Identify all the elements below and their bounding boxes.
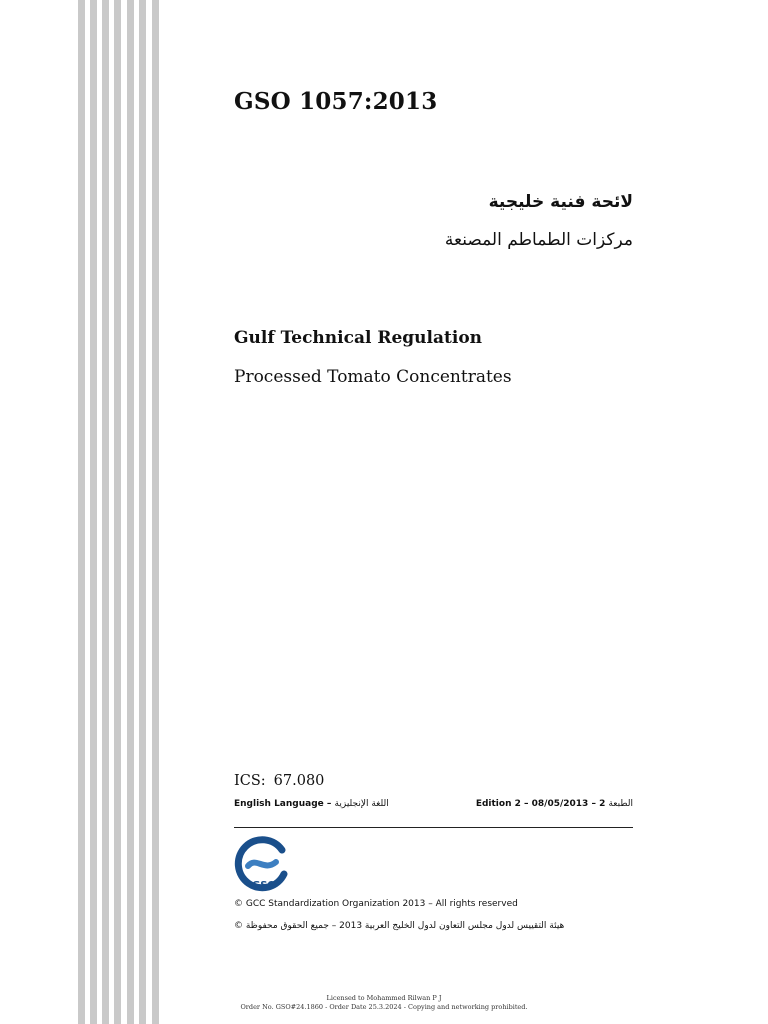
gso-logo-text: GSO <box>252 880 276 891</box>
stripe <box>114 0 121 1024</box>
gso-logo-icon <box>232 836 292 892</box>
divider <box>234 827 633 828</box>
stripe <box>102 0 109 1024</box>
edition-english: Edition 2 – 08/05/2013 – 2 <box>475 799 606 809</box>
decorative-stripes <box>78 0 162 1024</box>
copyright-english: © GCC Standardization Organization 2013 – All rights reserved <box>234 899 518 909</box>
english-subtitle: Processed Tomato Concentrates <box>234 367 512 387</box>
copyright-arabic: هيئة التقييس لدول مجلس التعاون لدول الخليج العربية 2013 – جميع الحقوق محفوظة © <box>234 921 565 931</box>
ics-label: ICS: <box>234 773 266 789</box>
arabic-title: لائحة فنية خليجية <box>488 192 633 212</box>
stripe <box>139 0 146 1024</box>
license-line: Licensed to Mohammed Rilwan P J <box>326 994 442 1002</box>
language-line <box>234 799 389 809</box>
english-title: Gulf Technical Regulation <box>234 328 483 348</box>
stripe <box>127 0 134 1024</box>
gso-logo <box>232 836 292 892</box>
arabic-subtitle: مركزات الطماطم المصنعة <box>444 230 633 250</box>
ics-line <box>234 773 324 789</box>
language-arabic: اللغة الإنجليزية <box>334 799 389 809</box>
edition-line <box>476 799 633 809</box>
order-line: Order No. GSO#24.1860 - Order Date 25.3.2024 - Copying and networking prohibited. <box>240 1003 528 1011</box>
language-english: English Language – <box>234 799 332 809</box>
edition-arabic: الطبعة <box>608 799 633 809</box>
stripe <box>78 0 85 1024</box>
ics-code: 67.080 <box>273 773 325 789</box>
stripe <box>90 0 97 1024</box>
stripe <box>152 0 159 1024</box>
document-number: GSO 1057:2013 <box>234 88 438 115</box>
